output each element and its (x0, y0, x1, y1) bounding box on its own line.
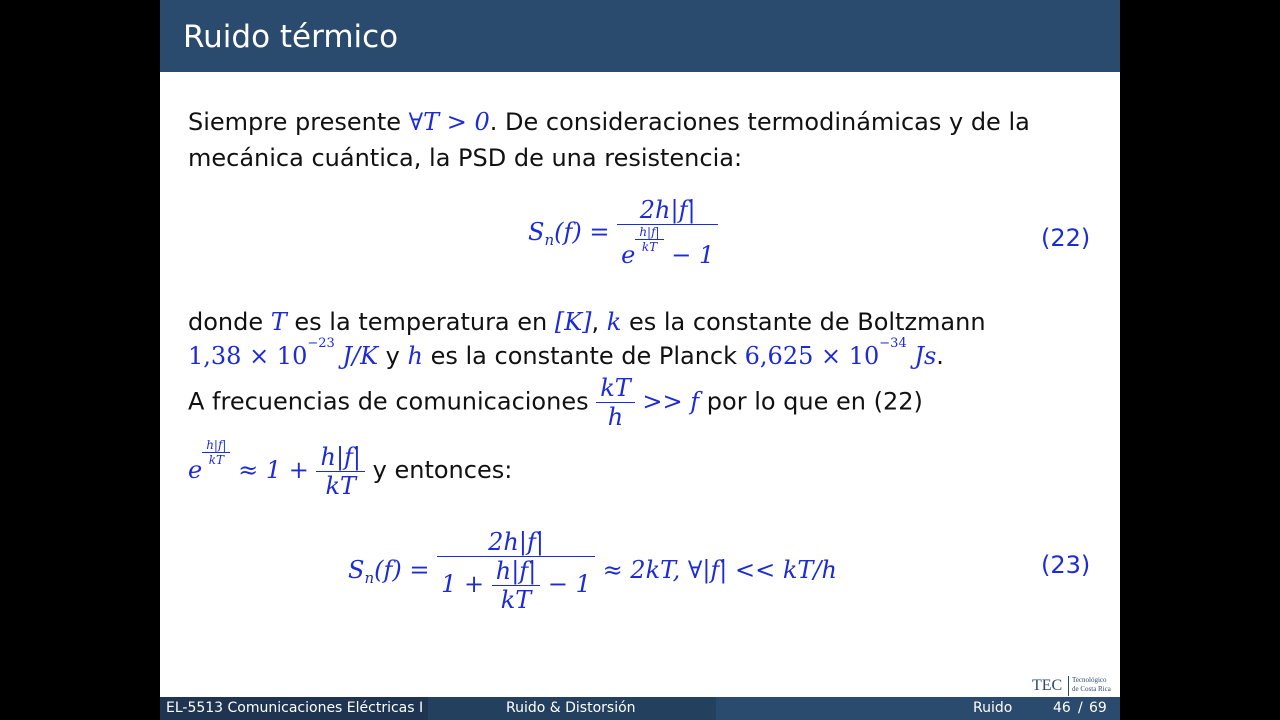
paragraph-3-line-2: e $\frac{h|f|}{kT}$ ≈ 1 + $\frac{h|f|}{kT}$ y entonces: (188, 438, 513, 500)
eq22-lhs: $S_n(f)$ = (528, 217, 610, 249)
footer-section: Ruido 46 / 69 (716, 697, 1120, 720)
footer-course: EL-5513 Comunicaciones Eléctricas I (160, 697, 428, 720)
equation-22 (528, 196, 718, 269)
footer-topic: Ruido & Distorsión (428, 697, 716, 720)
page-total: 69 (1089, 700, 1107, 716)
title-bar (160, 0, 1120, 72)
paragraph-2-line-1: donde T es la temperatura en [K], k es la constante de Boltzmann (188, 308, 986, 336)
math-inline: ∀T > 0 (408, 108, 490, 136)
text: Siempre presente (188, 108, 409, 136)
paragraph-3-line-1: A frecuencias de comunicaciones $\frac{kT}{h}$ >> f por lo que en (22) (188, 374, 923, 431)
eq22-fraction: 2h|f| e $\frac{h|f|}{kT}$ − 1 (617, 196, 718, 269)
slide-title: Ruido térmico (183, 19, 399, 55)
tec-logo: TEC Tecnológico de Costa Rica (1032, 676, 1111, 694)
paragraph-2-line-2: $1,38 \times 10^{-23}$ J/K y h es la constante de Planck $6,625 \times 10^{-34}$ Js. (188, 336, 944, 370)
paragraph-1-line-1 (188, 108, 1030, 136)
text: . De consideraciones termodinámicas y de la (489, 108, 1030, 136)
equation-23-label: (23) (1041, 551, 1091, 579)
footer (160, 697, 1120, 720)
eq23-fraction: 2h|f| 1 + $\frac{h|f|}{kT}$ − 1 (437, 528, 595, 614)
equation-23: $S_n(f)$ = 2h|f| 1 + $\frac{h|f|}{kT}$ − 1 ≈ 2kT, ∀|f| << kT/h (348, 528, 837, 614)
equation-22-label: (22) (1041, 224, 1091, 252)
slide (160, 0, 1120, 720)
paragraph-1-line-2: mecánica cuántica, la PSD de una resistencia: (188, 144, 743, 172)
page-number: 46 (1053, 700, 1071, 716)
